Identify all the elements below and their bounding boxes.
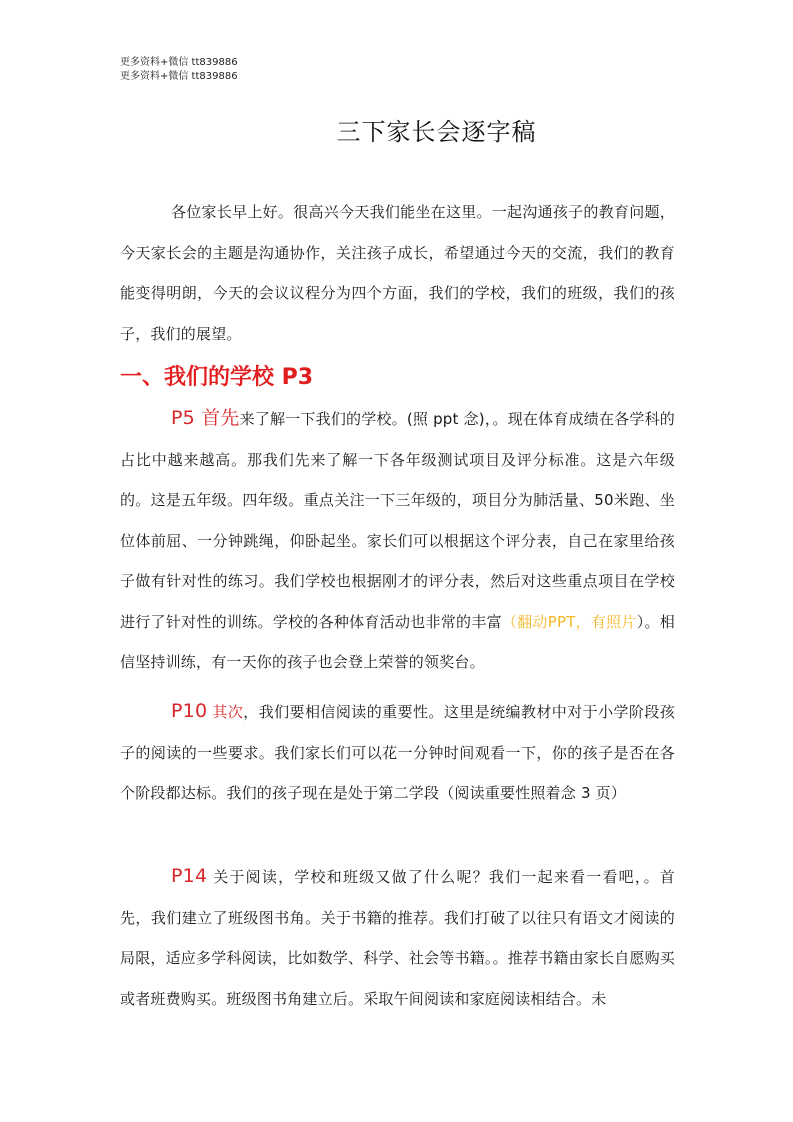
page-marker-p14: P14: [171, 865, 208, 887]
paragraph-p5: [120, 398, 675, 683]
watermark-line-1: 更多资料+微信 tt839886: [120, 57, 238, 68]
page-marker-p5: P5 首先: [171, 407, 240, 429]
paragraph-text: 关于阅读，学校和班级又做了什么呢？我们一起来看一看吧，。首先，我们建立了班级图书角。关于书籍的推荐。我们打破了以往只有语文才阅读的局限，适应多学科阅读，比如数学、科学、社会等书籍。。推荐书籍由家长自愿购买或者班费购买。班级图书角建立后。采取午间阅读和家庭阅读相结合。未: [120, 868, 675, 1008]
section-heading-school: 一、我们的学校 P3: [120, 365, 314, 390]
paragraph-text: ）。相信坚持训练，有一天你的孩子也会登上荣誉的领奖台。: [120, 612, 675, 671]
paragraph-p10: [120, 691, 675, 814]
page-marker-p10: P10: [171, 700, 208, 722]
marker-word: 其次: [207, 703, 244, 721]
paragraph-p14: [120, 856, 675, 1019]
stage-note: （翻动PPT，有照片: [501, 612, 637, 631]
document-title: 三下家长会逐字稿: [336, 118, 537, 146]
paragraph-text: 来了解一下我们的学校。(照 ppt 念)，。现在体育成绩在各学科的占比中越来越高。那我们先来了解一下各年级测试项目及评分标准。这是六年级的。这是五年级。四年级。重点关注一下三年级的，项目分为肺活量、50米跑、坐位体前屈、一分钟跳绳，仰卧起坐。家长们可以根据这个评分表，自己在家里给孩子做有针对性的练习。我们学校也根据刚才的评分表，然后对这些重点项目在学校进行了针对性的训练。学校的各种体育活动也非常的丰富: [120, 410, 675, 631]
intro-paragraph: 各位家长早上好。很高兴今天我们能坐在这里。一起沟通孩子的教育问题，今天家长会的主题是沟通协作，关注孩子成长，希望通过今天的交流，我们的教育能变得明朗，今天的会议议程分为四个方面，我们的学校，我们的班级，我们的孩子，我们的展望。: [120, 203, 675, 343]
paragraph-text: ，我们要相信阅读的重要性。这里是统编教材中对于小学阶段孩子的阅读的一些要求。我们家长们可以花一分钟时间观看一下，你的孩子是否在各个阶段都达标。我们的孩子现在是处于第二学段（阅读重要性照着念 3 页）: [120, 703, 675, 802]
watermark-line-2: 更多资料+微信 tt839886: [120, 71, 238, 82]
